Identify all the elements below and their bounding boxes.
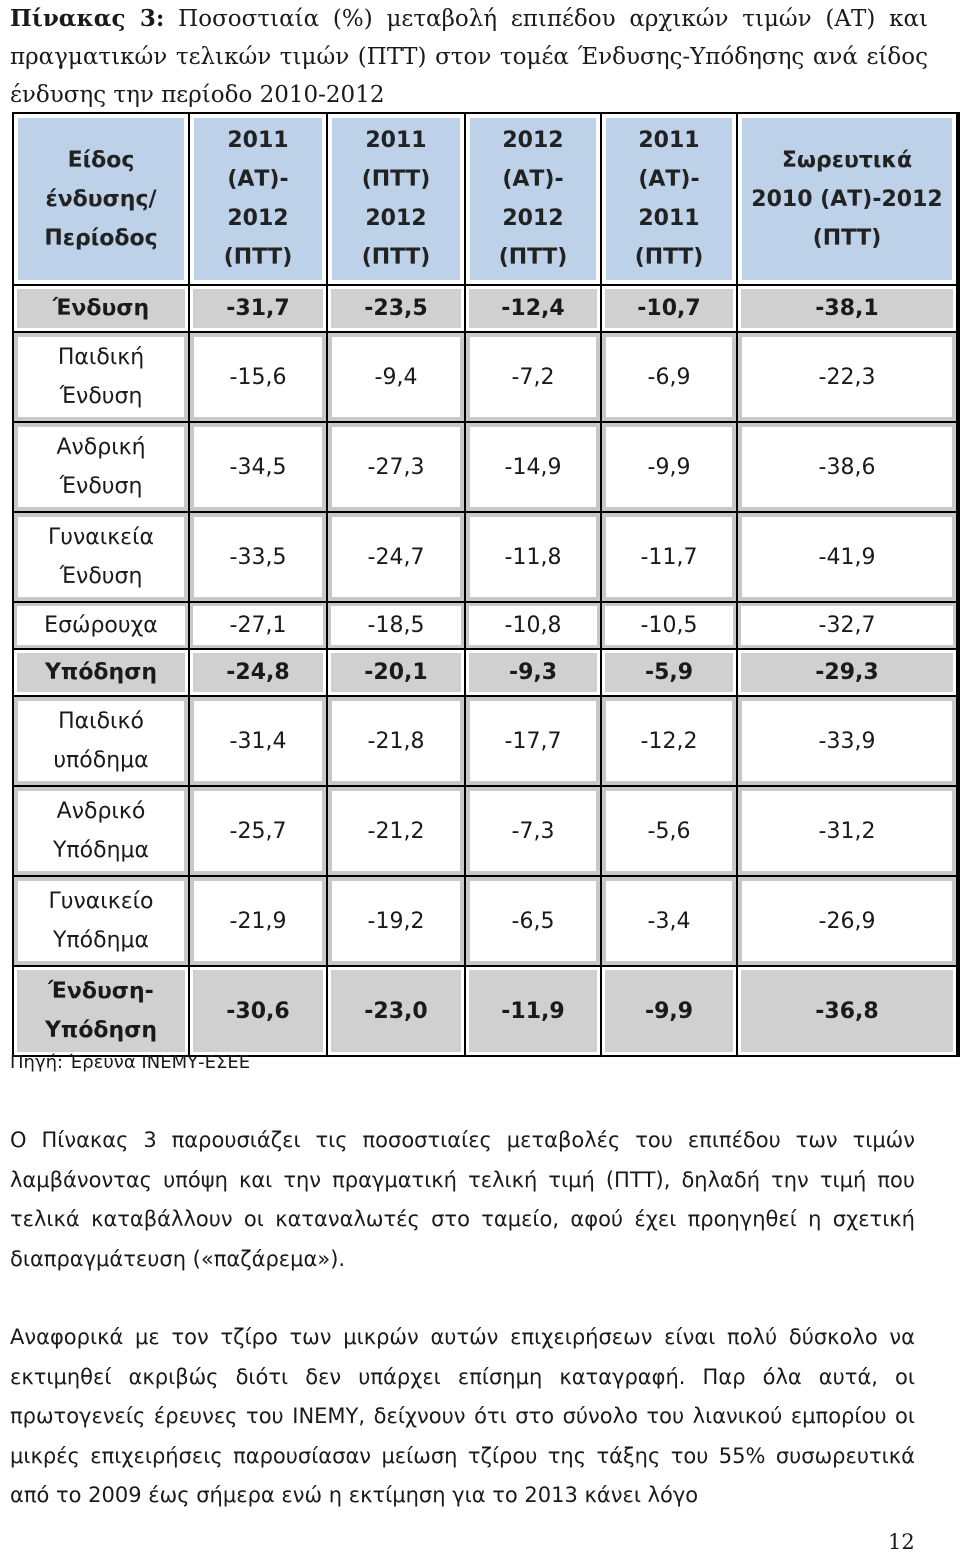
table-value-cell: -6,5 <box>466 877 600 965</box>
column-header-line: Σωρευτικά <box>781 147 913 173</box>
row-label-line: υπόδημα <box>53 748 149 773</box>
table-value-cell: -33,9 <box>738 697 956 785</box>
table-value-cell: -9,9 <box>602 423 736 511</box>
row-label-line: Υπόδηση <box>44 660 158 685</box>
source-note: Πηγή: Έρευνα ΙΝΕΜΥ-ΕΣΕΕ <box>10 1052 251 1073</box>
row-label-line: Παιδικό <box>58 709 144 734</box>
table-value-cell: -10,7 <box>602 286 736 331</box>
table-value-cell: -23,0 <box>328 967 464 1055</box>
row-label <box>14 423 188 511</box>
column-header-line: 2012 <box>502 206 564 231</box>
row-label-line: Ανδρική <box>56 435 146 460</box>
table-value-cell: -34,5 <box>190 423 326 511</box>
column-header-line: Είδος <box>67 147 135 173</box>
row-label-line: Ένδυση <box>52 296 150 321</box>
table-value-cell: -11,8 <box>466 513 600 601</box>
table-value-cell: -33,5 <box>190 513 326 601</box>
row-label-line: Ένδυση <box>59 564 143 589</box>
table-value-cell: -38,1 <box>738 286 956 331</box>
table-value-cell: -11,7 <box>602 513 736 601</box>
price-change-table <box>12 112 960 1057</box>
column-header <box>190 114 326 284</box>
column-header-line: 2012 <box>365 206 427 231</box>
table-value-cell: -27,3 <box>328 423 464 511</box>
body-paragraph-2: Αναφορικά με τον τζίρο των μικρών αυτών επιχειρήσεων είναι πολύ δύσκολο να εκτιμηθεί ακριβώς διότι δεν υπάρχει επίσημη καταγραφή. Παρ όλα αυτά, οι πρωτογενείς έρευνες του ΙΝΕΜΥ, δείχνουν ότι στο σύνολο του λιανικού εμπορίου οι μικρές επιχειρήσεις παρουσίασαν μείωση τζίρου της τάξης του 55% συσωρευτικά από το 2009 έως σήμερα ενώ η εκτίμηση για το 2013 κάνει λόγο <box>10 1325 915 1507</box>
row-label-line: Ένδυση- <box>48 979 154 1004</box>
table-value-cell: -9,9 <box>602 967 736 1055</box>
column-header-line: (ΠΤΤ) <box>634 245 704 270</box>
table-value-cell: -15,6 <box>190 333 326 421</box>
table-value-cell: -31,4 <box>190 697 326 785</box>
table-value-cell: -23,5 <box>328 286 464 331</box>
column-header <box>14 114 188 284</box>
table-caption <box>10 0 928 114</box>
row-label <box>14 650 188 695</box>
column-header-line: 2012 <box>227 206 289 231</box>
column-header <box>466 114 600 284</box>
table-value-cell: -26,9 <box>738 877 956 965</box>
table-value-cell: -11,9 <box>466 967 600 1055</box>
row-label-line: Γυναικείο <box>48 889 154 914</box>
column-header <box>602 114 736 284</box>
column-header-line: Περίοδος <box>44 225 158 251</box>
caption-text: Ποσοστιαία (%) μεταβολή επιπέδου αρχικών τιμών (ΑΤ) και πραγματικών τελικών τιμών (ΠΤΤ) στον τομέα Ένδυσης-Υπόδησης ανά είδος ένδυσης την περίοδο 2010-2012 <box>10 6 929 108</box>
column-header-line: 2011 <box>638 206 700 231</box>
table-value-cell: -19,2 <box>328 877 464 965</box>
row-label <box>14 787 188 875</box>
column-header-line: ένδυσης/ <box>45 186 157 212</box>
table-value-cell: -24,7 <box>328 513 464 601</box>
table-value-cell: -9,3 <box>466 650 600 695</box>
caption-label: Πίνακας 3: <box>10 5 165 32</box>
column-header-line: (ΑΤ)- <box>502 167 564 192</box>
row-label <box>14 286 188 331</box>
row-label-line: Παιδική <box>57 345 145 370</box>
row-label <box>14 513 188 601</box>
column-header-line: (ΠΤΤ) <box>812 225 882 251</box>
table-value-cell: -24,8 <box>190 650 326 695</box>
column-header-line: 2011 <box>638 128 700 153</box>
row-label <box>14 697 188 785</box>
row-label <box>14 603 188 648</box>
row-label-line: Γυναικεία <box>47 525 155 550</box>
table-value-cell: -17,7 <box>466 697 600 785</box>
table-value-cell: -31,7 <box>190 286 326 331</box>
column-header-line: (ΠΤΤ) <box>498 245 568 270</box>
column-header-line: 2010 (ΑΤ)-2012 <box>751 186 943 212</box>
table-value-cell: -21,9 <box>190 877 326 965</box>
column-header <box>328 114 464 284</box>
table-value-cell: -7,2 <box>466 333 600 421</box>
table-value-cell: -30,6 <box>190 967 326 1055</box>
body-paragraph-1: Ο Πίνακας 3 παρουσιάζει τις ποσοστιαίες μεταβολές του επιπέδου των τιμών λαμβάνοντας υπόψη και την πραγματική τελική τιμή (ΠΤΤ), δηλαδή την τιμή που τελικά καταβάλλουν οι καταναλωτές στο ταμείο, αφού έχει προηγηθεί η σχετική διαπραγμάτευση («παζάρεμα»). <box>10 1128 915 1271</box>
table-value-cell: -7,3 <box>466 787 600 875</box>
column-header-line: (ΠΤΤ) <box>361 167 431 192</box>
column-header-line: (ΑΤ)- <box>638 167 700 192</box>
column-header-line: 2012 <box>502 128 564 153</box>
column-header <box>738 114 956 284</box>
table-value-cell: -20,1 <box>328 650 464 695</box>
table-value-cell: -41,9 <box>738 513 956 601</box>
row-label-line: Υπόδημα <box>52 928 150 953</box>
table-value-cell: -32,7 <box>738 603 956 648</box>
table-value-cell: -21,2 <box>328 787 464 875</box>
column-header-line: (ΠΤΤ) <box>361 245 431 270</box>
row-label-line: Ανδρικό <box>56 799 146 824</box>
table-value-cell: -10,8 <box>466 603 600 648</box>
row-label-line: Υπόδηση <box>44 1018 158 1043</box>
table-value-cell: -14,9 <box>466 423 600 511</box>
table-value-cell: -12,2 <box>602 697 736 785</box>
table-value-cell: -29,3 <box>738 650 956 695</box>
row-label-line: Υπόδημα <box>52 838 150 863</box>
row-label-line: Ένδυση <box>59 474 143 499</box>
row-label <box>14 333 188 421</box>
row-label-line: Ένδυση <box>59 384 143 409</box>
table-value-cell: -36,8 <box>738 967 956 1055</box>
table-value-cell: -18,5 <box>328 603 464 648</box>
column-header-line: (ΑΤ)- <box>227 167 289 192</box>
table-value-cell: -6,9 <box>602 333 736 421</box>
table-value-cell: -31,2 <box>738 787 956 875</box>
table-value-cell: -22,3 <box>738 333 956 421</box>
table-value-cell: -5,9 <box>602 650 736 695</box>
table-value-cell: -27,1 <box>190 603 326 648</box>
table-value-cell: -25,7 <box>190 787 326 875</box>
table-value-cell: -9,4 <box>328 333 464 421</box>
page-number: 12 <box>888 1530 915 1554</box>
table-value-cell: -3,4 <box>602 877 736 965</box>
row-label-line: Εσώρουχα <box>44 613 158 638</box>
table-value-cell: -5,6 <box>602 787 736 875</box>
row-label <box>14 967 188 1055</box>
column-header-line: 2011 <box>365 128 427 153</box>
table-value-cell: -21,8 <box>328 697 464 785</box>
table-value-cell: -10,5 <box>602 603 736 648</box>
table-value-cell: -38,6 <box>738 423 956 511</box>
column-header-line: (ΠΤΤ) <box>223 245 293 270</box>
column-header-line: 2011 <box>227 128 289 153</box>
row-label <box>14 877 188 965</box>
table-value-cell: -12,4 <box>466 286 600 331</box>
